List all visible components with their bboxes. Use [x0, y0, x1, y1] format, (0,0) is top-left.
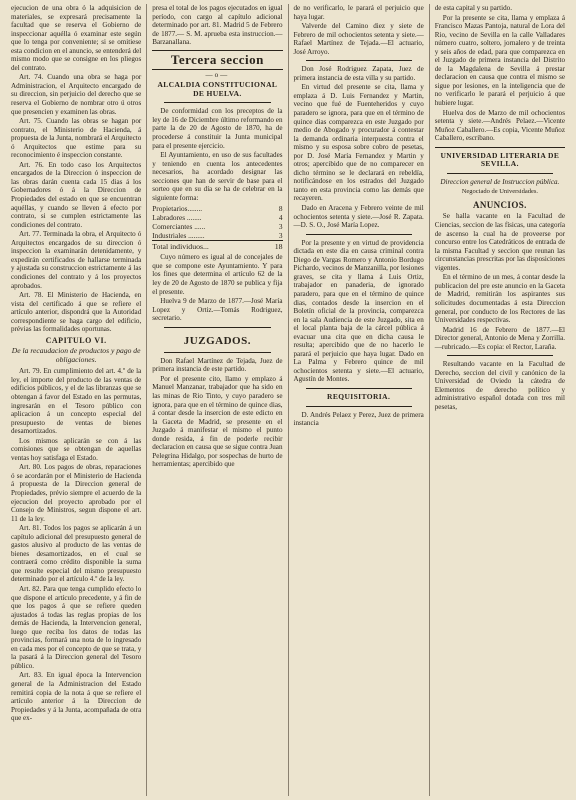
university-subheading: Direccion general de Instruccion pública. [440, 177, 560, 186]
divider [164, 352, 270, 353]
column-4 [430, 4, 570, 796]
divider [435, 147, 565, 148]
juzgados-heading: JUZGADOS. [183, 334, 251, 347]
col1-para: Art. 82. Para que tenga cumplido efecto lo que dispone el artículo precedente, y á fin de que los pagos á que se refiere queden ajustados á todas las reglas propias de los demás de Hacienda, la Intervencion general, luego que reciba los datos de todas las provincias, formará una nota de lo ingresado en cada mes por el concepto de que se trata, y la pasará á la Direccion general del Tesoro público. [11, 585, 142, 670]
negociado-line: Negociado de Universidades. [461, 188, 539, 196]
table-row: Propietarios........ 8 [152, 204, 283, 214]
sections-table [152, 204, 282, 251]
section-ornament: —o— [205, 70, 230, 79]
col2-para: Don Rafael Martínez de Tejada, Juez de primera instancia de este partido. [152, 356, 283, 374]
col3-para: Por la presente y en virtud de providencia dictada en este dia en causa criminal contra Diego de Vargas Romero y Antonio Bordugo Pichardo, vecinos de Manzanilla, por lesiones graves, se cita y llama á Luis Ortiz, trabajador en panaderia, de ignorado paradero, para que en el término de quince dias, contados desde la insercion en el Boletín oficial de la provincia, comparezca en la sala Audiencia de este Juzgado, sita en el local planta baja de la cárcel pública á evacuar una cita que en dicha causa le resulta; apercibido que de no hacerlo le parará el perjuicio que haya lugar. Dado en La Palma y Febrero quince de mil ochocientos setenta y siete.—El actuario, Agustín de Montes. [293, 238, 424, 384]
col1-para: Art. 81. Todos los pagos se aplicarán á un capítulo adicional del presupuesto general de gastos alusivo al producto de las ventas de bienes desamortizados, en el cual se contraerá como crédito disponible la suma que resulte especial del mismo presupuesto determinado por el artículo 4.º de la ley. [11, 524, 142, 584]
anuncios-heading: ANUNCIOS. [472, 199, 527, 210]
col4-para: Resultando vacante en la Facultad de Derecho, seccion del civil y canónico de la Universidad de Oviedo la cátedra de Elementos de derecho político y administrativo español dotada con tres mil pesetas, [434, 360, 565, 411]
col3-para: En virtud del presente se cita, llama y emplaza á D. Luis Fernandez y Martin, vecino que fué de Fuenteheridos y cuyo paradero se ignora, para que en el término de quince dias comparezca en este Juzgado por medio de Abogado y procurador á contestar la demanda ordinaria interpuesta contra el mismo y su esposa sobre cobro de pesetas, por D. José María Fernandez y Martin y otros; apercibido que de no comparecer en dicho término se le declarará en rebeldía, notificándose en los estrados del Juzgado tanto en esta provincia como las demás que recayeren. [293, 83, 424, 203]
col3-para: Don José Rodriguez Zapata, Juez de primera instancia de esta villa y su partido. [293, 65, 424, 82]
requisitoria-heading: REQUISITORIA. [327, 391, 391, 401]
col1-para: Art. 77. Terminada la obra, el Arquitecto ó Arquitectos encargados de su direccion ó inspeccion la examinarán detenidamente, y expedirán certificados de hallarse terminada y ajustada su construccion estrictamente á las condiciones del contrato y á los proyectos aprobados. [11, 230, 142, 290]
column-2 [147, 4, 288, 796]
divider [447, 173, 553, 174]
table-total-row: Total individuos... 18 [152, 242, 283, 252]
col1-para: Art. 76. En todo caso los Arquitectos encargados de la Direccion ó inspeccion de las obras darán cuenta cada 15 dias á los Gobernadores ó á la Direccion de Propiedades del estado en que se encuentran aquéllas, y cuando se lleven á efecto por contrato, si se cumplen estrictamente las condiciones del contrato. [11, 160, 142, 229]
col4-para: Huelva dos de Marzo de mil ochocientos setenta y siete.—Andrés Pelaez.—Vicente Muñoz Caballero.—Es copia, Vicente Muñoz Caballero, escribano. [434, 108, 565, 143]
divider [306, 234, 412, 235]
col4-para: En el término de un mes, á contar desde la publicacion del pre este anuncio en la Gaceta de Madrid, remitirán los aspirantes sus solicitudes documentadas á esta Direccion general, por conducto de los Rectores de las Universidades respectivas. [434, 273, 565, 325]
divider [306, 406, 412, 407]
col1-para: Art. 79. En cumplimiento del art. 4.º de la ley, el importe del producto de las ventas de edificios públicos, y el de las libranzas que se obtengan á favor del Estado en las permutas, ingresarán en el Tesoro público con aplicacion á un concepto especial del presupuesto de ventas de bienes desamortizados. [11, 367, 142, 436]
col1-para: Art. 78. El Ministerio de Hacienda, en vista del certificado á que se refiere el artículo anterior, dispondrá que la Autoridad correspondiente se haga cargo del edificio, prévias las formalidades oportunas. [11, 291, 142, 334]
table-row: Labradores ........ 4 [152, 213, 283, 223]
col3-para: Dado en Aracena y Febrero veinte de mil ochocientos setenta y siete.—José R. Zapata.—D. S. O., José María Lopez. [293, 204, 424, 230]
col4-para: Por la presente se cita, llama y emplaza á Francisco Mazas Pantoja, natural de Lora del Rio, vecino de Sevilla en la calle Valladares número cuatro, soltero, jornalero y de treinta y seis años de edad, para que comparezca en el Juzgado de primera instancia del Distrito de la Magdalena de Sevilla á prestar declaracion en causa que contra el mismo se sigue por lesiones, en la inteligencia que de no verificarlo le parará el perjuicio á que hubiere lugar. [434, 13, 565, 108]
divider [164, 327, 270, 328]
col3-para: Valverde del Camino diez y siete de Febrero de mil ochocientos setenta y siete.—Rafael Martínez de Tejada.—El actuario, José Arroyo. [293, 22, 424, 56]
divider [306, 60, 412, 61]
col1-para: ejecucion de una obra ó la adquisicion de materiales, se expresará precisamente la facultad que se reserva el Gobierno de inspeccionar aquélla ó examinar este según que lo tenga por conveniente; si se omitiese esta condicion en el anuncio, se entenderá del mismo modo que se consigne en los pliegos del contrato. [11, 4, 142, 72]
column-1 [6, 4, 147, 796]
divider [447, 355, 553, 356]
divider [306, 388, 412, 389]
university-heading: UNIVERSIDAD LITERARIA DE SEVILLA. [440, 150, 560, 169]
col1-para: Art. 80. Los pagos de obras, reparaciones ó se acordarán por el Ministerio de Hacienda á propuesta de la Direccion general de Propiedades, prévio siempre el acuerdo de la ejecucion del proyecto aprobado por el Consejo de Ministros, segun dispone el art. 11 de la ley. [11, 463, 142, 523]
col1-para: Art. 75. Cuando las obras se hagan por contrato, el Ministerio de Hacienda, á propuesta de la Junta, nombrará el Arquitecto ó Arquitectos que estime para su reconocimiento é inspeccion constante. [11, 117, 142, 160]
col2-para: De conformidad con los preceptos de la ley de 16 de Diciembre último reformando en parte la de 20 de Agosto de 1870, ha de procederse á constituir la Junta municipal para el presente ejercicio. [152, 107, 283, 150]
col2-intro: presa el total de los pagos ejecutados en igual período, con cargo al capítulo adicional determinado por art. 81. Madrid 5 de Febrero de 1877.— S. M. aprueba esta instruccion.— Barzanallana. [152, 4, 283, 47]
column-3 [289, 4, 430, 796]
table-row: Comerciantes ...... 3 [152, 222, 283, 232]
col2-para: El Ayuntamiento, en uso de sus facultades y teniendo en cuenta los antecedentes necesarios, ha acordado designar las secciones que han de servir de base para el sorteo que en su día se ha de celebrar en la siguiente forma: [152, 151, 283, 202]
chapter-heading: CAPITULO VI. [45, 335, 107, 345]
col4-para: Se halla vacante en la Facultad de Ciencias, seccion de las físicas, una categoría de ascenso la cual ha de proveerse por concurso entre los Catedráticos de entrada de la misma Facultad y seccion que reunan las circunstancias prescritas por las disposiciones vigentes. [434, 212, 565, 272]
col2-para: Por el presente cito, llamo y emplazo á Manuel Manzanar, trabajador que ha sido en las minas de Rio Tinto, y cuyo paradero se ignora, para que en el término de quince dias, á contar desde la insercion de este edicto en la Gaceta de Madrid, se presente en el Juzgado á manifestar el mismo el punto donde resida, á fin de poderle recibir declaracion en causa que se sigue contra Juan Pelegrina Hidalgo, por sospechas de hurto de herramientas; apercibido que [152, 374, 283, 469]
col4-para: Madrid 16 de Febrero de 1877.—El Director general, Antonio de Mena y Zorrilla.—rubricado.—Es copia: el Rector, Laraña. [434, 325, 565, 351]
col3-para: de no verificarlo, le parará el perjuicio que haya lugar. [293, 4, 424, 21]
table-row: Industriales ......... 3 [152, 231, 283, 241]
section-title: Tercera seccion [152, 50, 282, 70]
divider [164, 102, 270, 103]
alcaldia-heading: ALCALDIA CONSTITUCIONAL DE HUELVA. [157, 80, 278, 98]
col2-para: Cuyo número es igual al de concejales de que se compone este Ayuntamiento. Y para los fines que determina el artículo 62 de la ley de 20 de Agosto de 1870 se publica y fija el presente. [152, 253, 283, 296]
col1-para: Art. 74. Cuando una obra se haga por Administracion, el Arquitecto encargado de su direccion, sin perjuicio del derecho que se reserva el Gobierno de nombrar otro ú otros que presencien y examinen las obras. [11, 73, 142, 116]
col3-para: D. Andrés Pelaez y Perez, Juez de primera instancia [293, 410, 424, 428]
col4-para: de esta capital y su partido. [434, 4, 512, 12]
col1-para: Art. 83. En igual época la Intervencion general de la Administracion del Estado remitirá copia de la nota á que se refiere el artículo anterior á la Direccion de Propiedades y á la Junta, acompañada de otra que ex- [11, 671, 142, 723]
col2-para: Huelva 9 de Marzo de 1877.—José María Lopez y Ortiz.—Tomás Rodriguez, secretario. [152, 297, 283, 323]
chapter-subtitle: De la recaudacion de productos y pago de obligaciones. [11, 346, 141, 365]
col1-para: Los mismos aplicarán se con á las comisiones que se obtengan de aquellas ventas hoy satisfaga el Estado. [11, 436, 142, 462]
